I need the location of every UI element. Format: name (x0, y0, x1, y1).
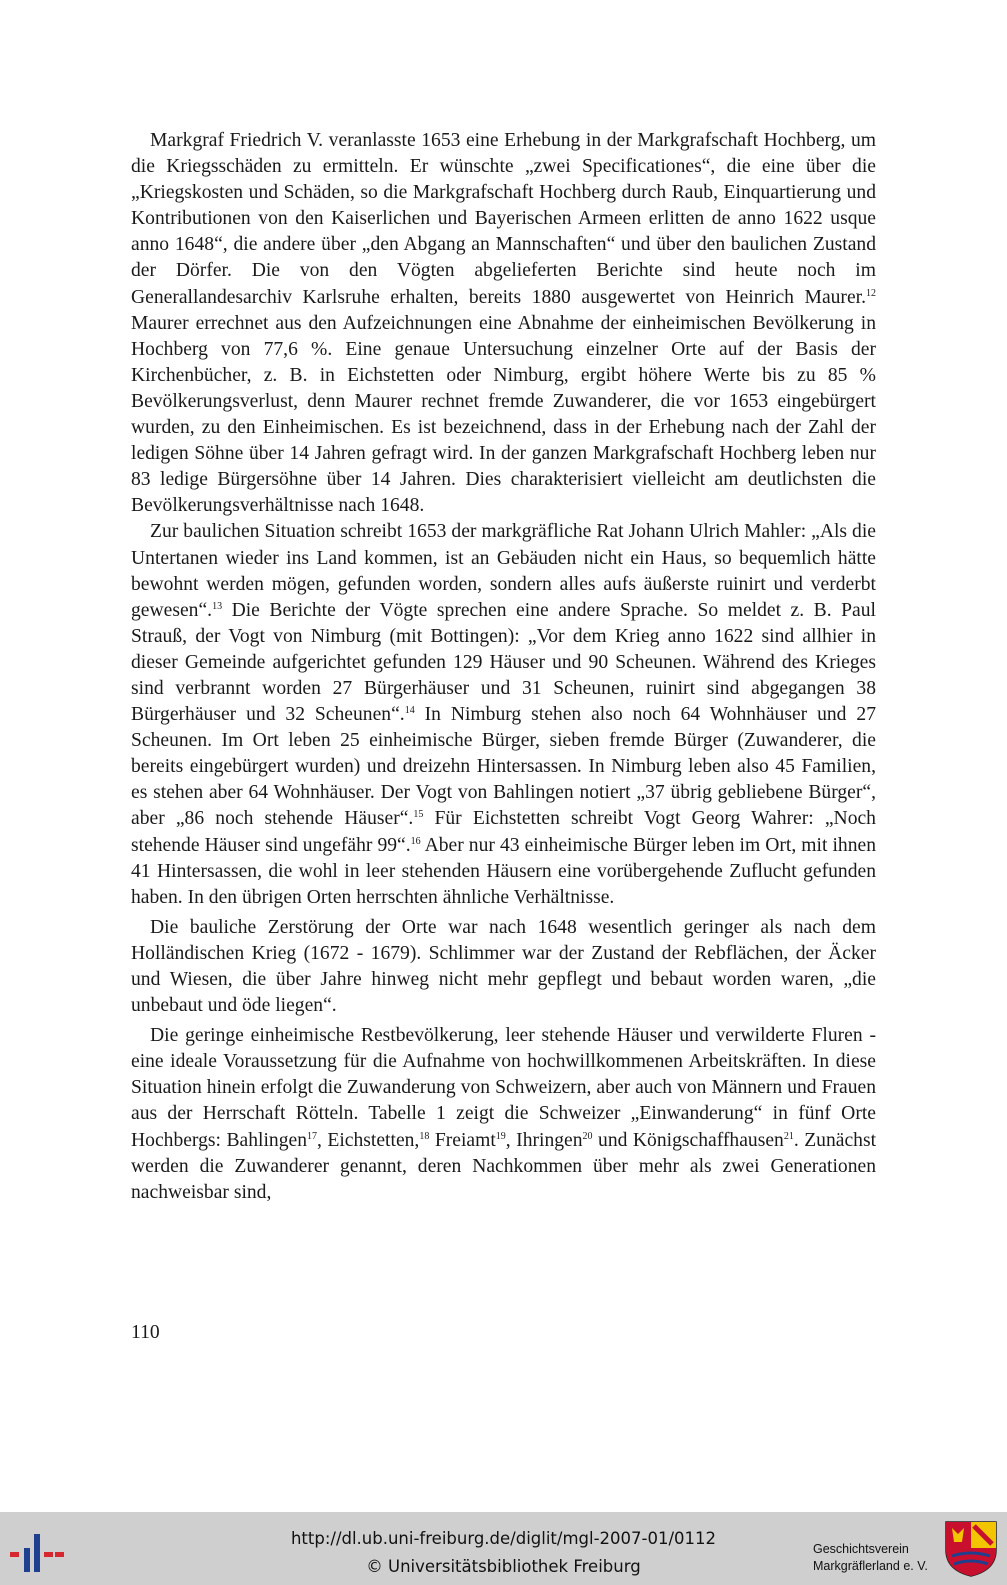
paragraph (131, 915, 876, 1019)
text-run: und Königschaffhausen (592, 1129, 784, 1151)
footnote-ref: 21 (783, 1130, 794, 1142)
text-run: Zur baulichen Situation schreibt 1653 der markgräfliche Rat Johann Ulrich Mahler: „Als die Untertanen wieder ins Land kommen, ist an Gebäuden nicht ein Haus, so bequemlich hätte bewohnt werden mögen, gefunden worden, sondern alles aufs äußerste ruinirt und verderbt gewesen“. (131, 521, 876, 621)
society-name (813, 1541, 938, 1575)
footnote-ref: 19 (495, 1130, 506, 1142)
footer-copyright: © Universitätsbibliothek Freiburg (366, 1557, 641, 1576)
text-run: Maurer errechnet aus den Aufzeichnungen eine Abnahme der einheimischen Bevölkerung in Hochberg von 77,6 %. Eine genaue Untersuchung einzelner Orte auf der Basis der Kirchenbücher, z. B. in Eichstetten oder Nimburg, ergibt höhere Werte bis zu 85 % Bevölkerungsverlust, denn Maurer rechnet fremde Zuwanderer, die vor 1653 eingebürgert wurden, zu den Einheimischen. Es ist bezeichnend, dass in der Erhebung nach der Zahl der ledigen Söhne über 14 Jahren gefragt wird. In der ganzen Markgrafschaft Hochberg leben nur 83 ledige Bürgersöhne über 14 Jahren. Dies charakterisiert vielleicht am deutlichsten die Bevölkerungsverhältnisse nach 1648. (131, 312, 876, 517)
text-run: Die Berichte der Vögte sprechen eine andere Sprache. So meldet z. B. Paul Strauß, der Vogt von Nimburg (mit Bottingen): „Vor dem Krieg anno 1622 sind allhier in dieser Gemeinde aufgerichtet gefunden 129 Häuser und 90 Scheunen. Während des Krieges sind verbrannt worden 27 Bürgerhäuser und 31 Scheunen, ruinirt sind abgegangen 38 Bürgerhäuser und 32 Scheunen“. (131, 599, 876, 726)
footnote-ref: 15 (413, 809, 424, 821)
footnote-ref: 16 (410, 835, 421, 847)
text-run: Freiamt (429, 1129, 496, 1151)
text-run: Für Eichstetten schreibt Vogt Georg Wahrer: „Noch stehende Häuser sind ungefähr 99“. (131, 808, 876, 856)
text-run: In Nimburg stehen also noch 64 Wohnhäuser und 27 Scheunen. Im Ort leben 25 einheimische Bürger, sieben fremde Bürger (Zuwanderer, die bereits eingebürgert wurden) und dreizehn Hintersassen. In Nimburg leben also 45 Familien, es stehen aber 64 Wohnhäuser. Der Vogt von Bahlingen notiert „37 übrig gebliebene Bürger“, aber „86 noch stehende Häuser“. (131, 704, 876, 830)
footnote-ref: 13 (212, 600, 223, 612)
society-name-line1: Geschichtsverein (813, 1542, 909, 1556)
text-run: . Zunächst werden die Zuwanderer genannt, deren Nachkommen über mehr als zwei Generationen nachweisbar sind, (131, 1129, 877, 1203)
paragraph (131, 519, 876, 910)
text-run: Aber nur 43 einheimische Bürger leben im Ort, mit ihnen 41 Hintersassen, die wohl in leer stehenden Häusern eine vorübergehende Zuflucht gefunden haben. In den übrigen Orten herrschten ähnliche Verhältnisse. (131, 834, 876, 908)
footnote-ref: 17 (307, 1130, 317, 1142)
body-text (131, 128, 876, 1206)
markgraeflerland-crest-icon (944, 1520, 998, 1578)
footnote-ref: 12 (866, 287, 876, 299)
text-run: Markgraf Friedrich V. veranlasste 1653 eine Erhebung in der Markgrafschaft Hochberg, um die Kriegsschäden zu ermitteln. Er wünschte „zwei Specificationes“, die eine über die „Kriegskosten und Schäden, so die Markgrafschaft Hochberg durch Raub, Einquartierung und Kontributionen von den Kaiserlichen und Bayerischen Armeen erlitten de anno 1622 usque anno 1648“, die andere über „den Abgang an Mannschaften“ und über den baulichen Zustand der Dörfer. Die von den Vögten abgelieferten Berichte sind heute noch im Generallandesarchiv Karlsruhe erhalten, bereits 1880 ausgewertet von Heinrich Maurer. (131, 130, 876, 308)
text-run: Die geringe einheimische Restbevölkerung, leer stehende Häuser und verwilderte Fluren - eine ideale Voraussetzung für die Aufnahme von hochwillkommenen Arbeitskräften. In diese Situation hinein erfolgt die Zuwanderung von Schweizern, aber auch von Männern und Frauen aus der Herrschaft Rötteln. Tabelle 1 zeigt die Schweizer „Einwanderung“ in fünf Orte Hochbergs: Bahlingen (131, 1025, 876, 1151)
footnote-ref: 14 (404, 705, 415, 717)
text-run: , Eichstetten, (317, 1129, 420, 1151)
text-run: Die bauliche Zerstörung der Orte war nach 1648 wesentlich geringer als nach dem Holländischen Krieg (1672 - 1679). Schlimmer war der Zustand der Rebflächen, der Äcker und Wiesen, die über Jahre hinweg nicht mehr gepflegt und bebaut worden waren, „die unbebaut und öde liegen“. (131, 916, 876, 1017)
footer-url-link[interactable]: http://dl.ub.uni-freiburg.de/diglit/mgl-2007-01/0112 (290, 1529, 717, 1548)
page-number: 110 (131, 1322, 160, 1343)
paragraph (131, 128, 876, 519)
text-run: , Ihringen (505, 1129, 583, 1151)
footer-bar (0, 1512, 1007, 1585)
paragraph (131, 1023, 876, 1206)
footnote-ref: 18 (419, 1130, 430, 1142)
society-name-line2: Markgräflerland e. V. (813, 1559, 928, 1573)
footnote-ref: 20 (582, 1130, 593, 1142)
